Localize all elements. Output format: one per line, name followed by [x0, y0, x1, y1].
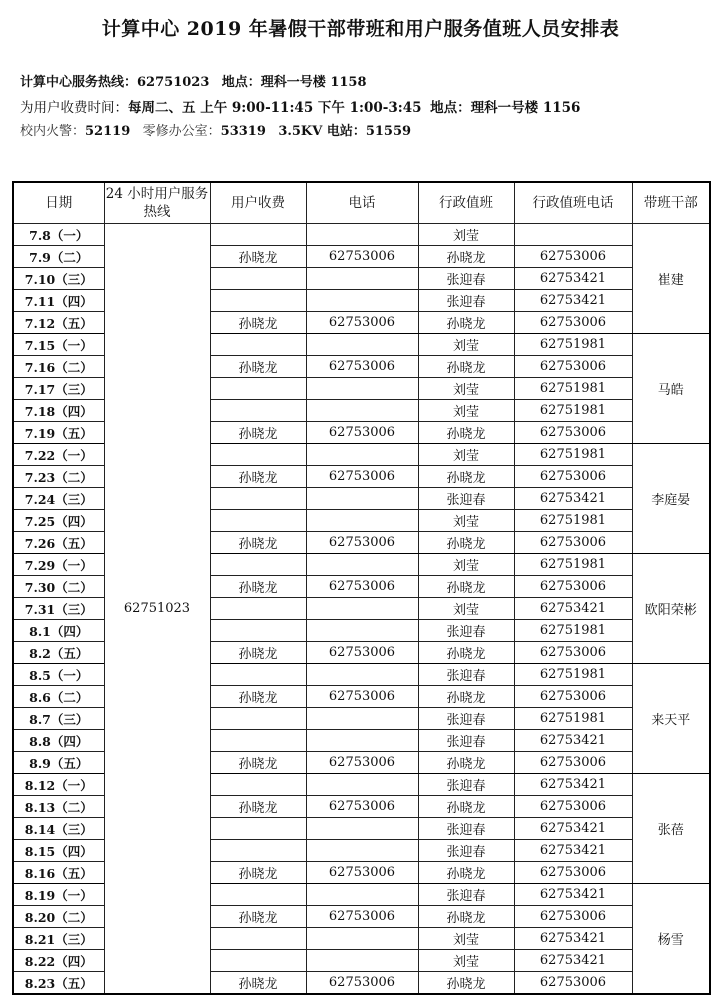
- fee-phone-cell: 62753006: [306, 246, 418, 268]
- admin-duty-cell: 张迎春: [418, 774, 514, 796]
- admin-phone-cell: 62753421: [514, 950, 632, 972]
- admin-duty-cell: 刘莹: [418, 224, 514, 246]
- fee-phone-cell: [306, 620, 418, 642]
- fee-staff-cell: 孙晓龙: [210, 862, 306, 884]
- fee-staff-cell: 孙晓龙: [210, 576, 306, 598]
- fee-staff-cell: [210, 840, 306, 862]
- fee-phone-cell: 62753006: [306, 312, 418, 334]
- fee-staff-cell: [210, 400, 306, 422]
- admin-duty-cell: 刘莹: [418, 510, 514, 532]
- admin-duty-cell: 张迎春: [418, 818, 514, 840]
- admin-duty-cell: 张迎春: [418, 488, 514, 510]
- date-cell: 8.6（二）: [13, 686, 104, 708]
- date-cell: 7.12（五）: [13, 312, 104, 334]
- header-fee: 用户收费: [210, 182, 306, 224]
- admin-phone-cell: 62751981: [514, 708, 632, 730]
- fee-staff-cell: [210, 334, 306, 356]
- header-row: [13, 182, 710, 224]
- admin-duty-cell: 孙晓龙: [418, 862, 514, 884]
- date-cell: 7.8（一）: [13, 224, 104, 246]
- date-cell: 8.14（三）: [13, 818, 104, 840]
- fee-phone-cell: 62753006: [306, 752, 418, 774]
- hotline-label: 计算中心服务热线：: [20, 75, 138, 90]
- date-cell: 8.13（二）: [13, 796, 104, 818]
- admin-phone-cell: 62751981: [514, 444, 632, 466]
- header-admin-duty: 行政值班: [418, 182, 514, 224]
- fee-phone-cell: 62753006: [306, 796, 418, 818]
- admin-phone-cell: 62753006: [514, 972, 632, 995]
- admin-duty-cell: 刘莹: [418, 950, 514, 972]
- admin-duty-cell: 刘莹: [418, 554, 514, 576]
- admin-duty-cell: 孙晓龙: [418, 796, 514, 818]
- admin-phone-cell: 62753006: [514, 532, 632, 554]
- admin-duty-cell: 张迎春: [418, 840, 514, 862]
- date-cell: 8.2（五）: [13, 642, 104, 664]
- date-cell: 7.9（二）: [13, 246, 104, 268]
- fee-phone-cell: [306, 444, 418, 466]
- fee-phone-cell: [306, 268, 418, 290]
- hotline-cell: 62751023: [104, 224, 210, 995]
- emergency-line: [20, 120, 411, 139]
- fee-phone-cell: [306, 708, 418, 730]
- admin-duty-cell: 刘莹: [418, 598, 514, 620]
- date-cell: 8.22（四）: [13, 950, 104, 972]
- station-number: 51559: [365, 124, 412, 139]
- admin-duty-cell: 张迎春: [418, 290, 514, 312]
- admin-phone-cell: 62751981: [514, 334, 632, 356]
- admin-phone-cell: 62751981: [514, 664, 632, 686]
- admin-duty-cell: 孙晓龙: [418, 972, 514, 995]
- admin-duty-cell: 孙晓龙: [418, 532, 514, 554]
- fee-staff-cell: [210, 224, 306, 246]
- header-hotline: 24 小时用户服务热线: [104, 182, 210, 224]
- admin-phone-cell: 62753421: [514, 488, 632, 510]
- fee-phone-cell: [306, 840, 418, 862]
- repair-label: 零修办公室：: [142, 124, 221, 139]
- fee-phone-cell: [306, 818, 418, 840]
- fee-staff-cell: [210, 598, 306, 620]
- admin-duty-cell: 刘莹: [418, 444, 514, 466]
- date-cell: 8.7（三）: [13, 708, 104, 730]
- date-cell: 8.23（五）: [13, 972, 104, 995]
- fee-phone-cell: [306, 378, 418, 400]
- fee-location: 地点：理科一号楼 1156: [430, 100, 581, 116]
- fee-staff-cell: [210, 664, 306, 686]
- fee-staff-cell: 孙晓龙: [210, 906, 306, 928]
- fee-phone-cell: 62753006: [306, 466, 418, 488]
- admin-phone-cell: 62753006: [514, 466, 632, 488]
- admin-duty-cell: 张迎春: [418, 268, 514, 290]
- fee-staff-cell: 孙晓龙: [210, 312, 306, 334]
- date-cell: 8.19（一）: [13, 884, 104, 906]
- fee-staff-cell: [210, 774, 306, 796]
- fee-phone-cell: 62753006: [306, 906, 418, 928]
- admin-phone-cell: [514, 224, 632, 246]
- date-cell: 7.16（二）: [13, 356, 104, 378]
- admin-phone-cell: 62753421: [514, 818, 632, 840]
- repair-number: 53319: [220, 124, 266, 139]
- admin-duty-cell: 张迎春: [418, 664, 514, 686]
- fee-staff-cell: [210, 818, 306, 840]
- leader-cell: 欧阳荣彬: [632, 554, 710, 664]
- hotline-number: 62751023: [137, 75, 210, 90]
- admin-phone-cell: 62753421: [514, 730, 632, 752]
- date-cell: 8.5（一）: [13, 664, 104, 686]
- leader-cell: 杨雪: [632, 884, 710, 995]
- fee-staff-cell: [210, 290, 306, 312]
- date-cell: 7.15（一）: [13, 334, 104, 356]
- hotline-line: [20, 71, 367, 90]
- admin-phone-cell: 62753006: [514, 642, 632, 664]
- fee-staff-cell: [210, 708, 306, 730]
- fee-staff-cell: [210, 884, 306, 906]
- fee-phone-cell: [306, 488, 418, 510]
- fee-phone-cell: [306, 928, 418, 950]
- date-cell: 7.31（三）: [13, 598, 104, 620]
- schedule-table: [12, 181, 711, 995]
- leader-cell: 李庭晏: [632, 444, 710, 554]
- fee-phone-cell: [306, 224, 418, 246]
- fee-phone-cell: [306, 290, 418, 312]
- admin-duty-cell: 张迎春: [418, 884, 514, 906]
- fee-staff-cell: 孙晓龙: [210, 422, 306, 444]
- admin-duty-cell: 刘莹: [418, 400, 514, 422]
- date-cell: 7.10（三）: [13, 268, 104, 290]
- fee-staff-cell: [210, 378, 306, 400]
- fee-staff-cell: [210, 950, 306, 972]
- date-cell: 7.26（五）: [13, 532, 104, 554]
- fee-phone-cell: [306, 554, 418, 576]
- fee-staff-cell: [210, 488, 306, 510]
- fee-phone-cell: 62753006: [306, 972, 418, 995]
- date-cell: 7.25（四）: [13, 510, 104, 532]
- fee-phone-cell: 62753006: [306, 576, 418, 598]
- fee-phone-cell: 62753006: [306, 422, 418, 444]
- header-phone: 电话: [306, 182, 418, 224]
- admin-duty-cell: 刘莹: [418, 378, 514, 400]
- fee-staff-cell: 孙晓龙: [210, 466, 306, 488]
- table-row: [13, 224, 710, 246]
- admin-phone-cell: 62753421: [514, 840, 632, 862]
- leader-cell: 马皓: [632, 334, 710, 444]
- fee-phone-cell: [306, 950, 418, 972]
- fee-staff-cell: 孙晓龙: [210, 752, 306, 774]
- admin-phone-cell: 62751981: [514, 620, 632, 642]
- date-cell: 8.15（四）: [13, 840, 104, 862]
- fee-staff-cell: 孙晓龙: [210, 246, 306, 268]
- admin-phone-cell: 62753006: [514, 312, 632, 334]
- admin-phone-cell: 62751981: [514, 378, 632, 400]
- admin-duty-cell: 孙晓龙: [418, 642, 514, 664]
- admin-phone-cell: 62753006: [514, 906, 632, 928]
- date-cell: 7.19（五）: [13, 422, 104, 444]
- schedule-body: [13, 224, 710, 995]
- fee-staff-cell: [210, 554, 306, 576]
- admin-duty-cell: 孙晓龙: [418, 906, 514, 928]
- fee-phone-cell: [306, 664, 418, 686]
- header-admin-phone: 行政值班电话: [514, 182, 632, 224]
- admin-duty-cell: 张迎春: [418, 620, 514, 642]
- admin-phone-cell: 62753006: [514, 356, 632, 378]
- admin-duty-cell: 孙晓龙: [418, 752, 514, 774]
- leader-cell: 崔建: [632, 224, 710, 334]
- admin-phone-cell: 62753006: [514, 576, 632, 598]
- fire-label: 校内火警：: [20, 124, 86, 139]
- admin-phone-cell: 62751981: [514, 400, 632, 422]
- fee-phone-cell: [306, 884, 418, 906]
- admin-phone-cell: 62753006: [514, 752, 632, 774]
- date-cell: 8.12（一）: [13, 774, 104, 796]
- leader-cell: 来天平: [632, 664, 710, 774]
- fee-phone-cell: 62753006: [306, 862, 418, 884]
- admin-phone-cell: 62753006: [514, 422, 632, 444]
- date-cell: 8.16（五）: [13, 862, 104, 884]
- admin-duty-cell: 孙晓龙: [418, 686, 514, 708]
- header-leader: 带班干部: [632, 182, 710, 224]
- admin-duty-cell: 张迎春: [418, 730, 514, 752]
- admin-phone-cell: 62751981: [514, 554, 632, 576]
- fee-staff-cell: 孙晓龙: [210, 686, 306, 708]
- leader-cell: 张蓓: [632, 774, 710, 884]
- admin-duty-cell: 孙晓龙: [418, 312, 514, 334]
- date-cell: 8.21（三）: [13, 928, 104, 950]
- fee-staff-cell: 孙晓龙: [210, 356, 306, 378]
- date-cell: 7.24（三）: [13, 488, 104, 510]
- admin-phone-cell: 62753421: [514, 774, 632, 796]
- fee-staff-cell: [210, 510, 306, 532]
- admin-duty-cell: 孙晓龙: [418, 576, 514, 598]
- fire-number: 52119: [85, 124, 131, 139]
- admin-duty-cell: 孙晓龙: [418, 356, 514, 378]
- date-cell: 7.30（二）: [13, 576, 104, 598]
- fee-staff-cell: [210, 620, 306, 642]
- fee-staff-cell: [210, 730, 306, 752]
- admin-phone-cell: 62751981: [514, 510, 632, 532]
- fee-phone-cell: [306, 510, 418, 532]
- date-cell: 7.11（四）: [13, 290, 104, 312]
- date-cell: 7.29（一）: [13, 554, 104, 576]
- admin-duty-cell: 孙晓龙: [418, 466, 514, 488]
- admin-duty-cell: 刘莹: [418, 334, 514, 356]
- admin-phone-cell: 62753421: [514, 598, 632, 620]
- fee-staff-cell: 孙晓龙: [210, 972, 306, 995]
- admin-duty-cell: 张迎春: [418, 708, 514, 730]
- page-title: 计算中心 2019 年暑假干部带班和用户服务值班人员安排表: [101, 18, 620, 40]
- date-cell: 8.9（五）: [13, 752, 104, 774]
- fee-phone-cell: 62753006: [306, 642, 418, 664]
- date-cell: 7.23（二）: [13, 466, 104, 488]
- fee-phone-cell: 62753006: [306, 532, 418, 554]
- fee-phone-cell: 62753006: [306, 356, 418, 378]
- header-date: 日期: [13, 182, 104, 224]
- date-cell: 8.20（二）: [13, 906, 104, 928]
- admin-phone-cell: 62753421: [514, 290, 632, 312]
- admin-phone-cell: 62753006: [514, 686, 632, 708]
- date-cell: 7.18（四）: [13, 400, 104, 422]
- date-cell: 7.22（一）: [13, 444, 104, 466]
- admin-duty-cell: 刘莹: [418, 928, 514, 950]
- fee-staff-cell: [210, 444, 306, 466]
- fee-time-label: 为用户收费时间：: [20, 100, 128, 116]
- fee-phone-cell: [306, 400, 418, 422]
- hotline-location: 地点：理科一号楼 1158: [221, 75, 367, 90]
- fee-staff-cell: 孙晓龙: [210, 642, 306, 664]
- fee-staff-cell: 孙晓龙: [210, 796, 306, 818]
- admin-phone-cell: 62753006: [514, 246, 632, 268]
- fee-staff-cell: [210, 268, 306, 290]
- admin-phone-cell: 62753006: [514, 796, 632, 818]
- fee-phone-cell: [306, 730, 418, 752]
- fee-time-value: 每周二、五 上午 9:00-11:45 下午 1:00-3:45: [128, 100, 422, 116]
- date-cell: 8.1（四）: [13, 620, 104, 642]
- station-label: 3.5KV 电站：: [278, 124, 366, 139]
- fee-staff-cell: [210, 928, 306, 950]
- fee-phone-cell: [306, 334, 418, 356]
- fee-phone-cell: [306, 774, 418, 796]
- admin-duty-cell: 孙晓龙: [418, 246, 514, 268]
- admin-duty-cell: 孙晓龙: [418, 422, 514, 444]
- fee-staff-cell: 孙晓龙: [210, 532, 306, 554]
- admin-phone-cell: 62753421: [514, 928, 632, 950]
- admin-phone-cell: 62753006: [514, 862, 632, 884]
- admin-phone-cell: 62753421: [514, 884, 632, 906]
- fee-phone-cell: [306, 598, 418, 620]
- date-cell: 7.17（三）: [13, 378, 104, 400]
- date-cell: 8.8（四）: [13, 730, 104, 752]
- fee-phone-cell: 62753006: [306, 686, 418, 708]
- fee-time-line: [20, 96, 580, 116]
- admin-phone-cell: 62753421: [514, 268, 632, 290]
